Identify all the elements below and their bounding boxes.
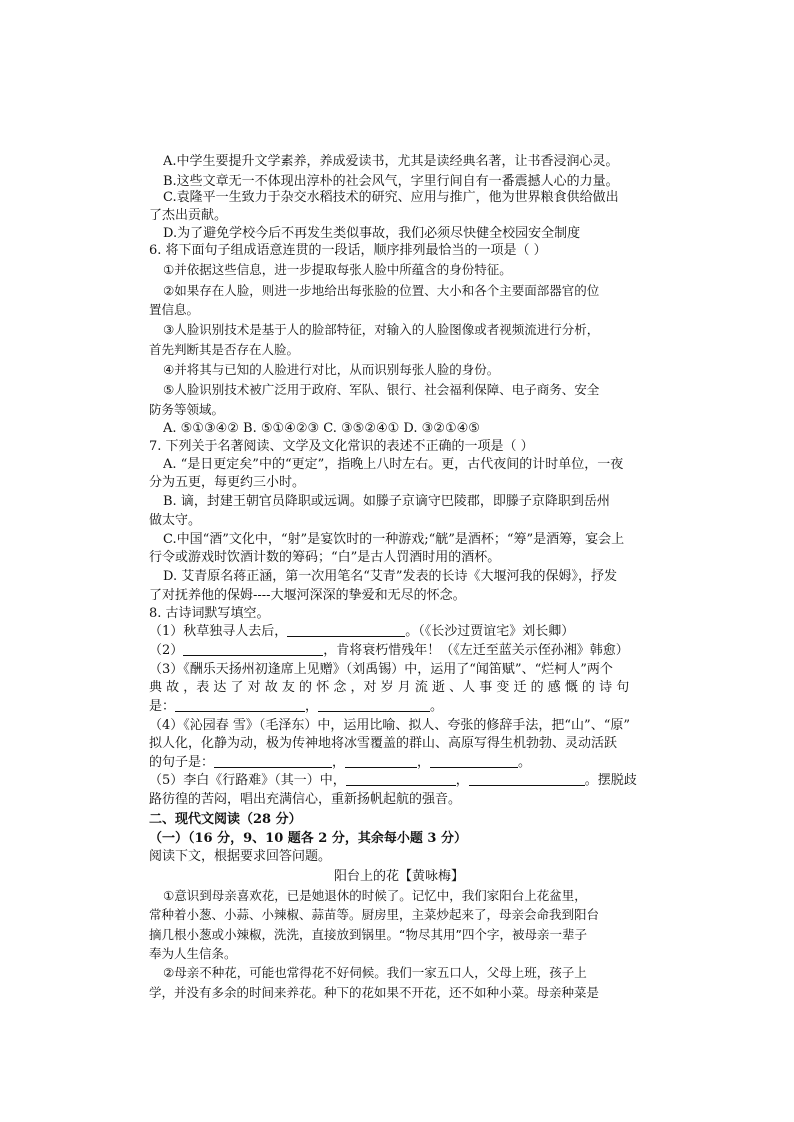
- q6-sentence-3-cont: 首先判断其是否存在人脸。: [149, 342, 300, 357]
- q7-option-c: C.中国“酒”文化中，“射”是宴饮时的一种游戏;“觥”是酒杯；“筹”是酒筹，宴会上: [163, 532, 625, 547]
- answer-blank[interactable]: [183, 641, 323, 656]
- q6-sentence-3: ③人脸识别技术是基于人的脸部特征，对输入的人脸图像或者视频流进行分析，: [163, 322, 600, 337]
- q5-option-a: A.中学生要提升文学素养，养成爱读书，尤其是读经典名著，让书香浸润心灵。: [163, 154, 619, 169]
- q8-item-5-suffix: 。摆脱歧: [584, 773, 637, 788]
- paragraph-1-line-3: 摘几根小葱或小辣椒，洗洗，直接放到锅里。“物尽其用”四个字，被母亲一辈子: [149, 927, 587, 942]
- q7-stem: 7. 下列关于名著阅读、文学及文化常识的表述不正确的一项是（ ）: [149, 439, 534, 454]
- paragraph-2: ②母亲不种花，可能也常得花不好伺候。我们一家五口人，父母上班，孩子上: [163, 965, 587, 980]
- answer-blank[interactable]: [346, 771, 456, 786]
- q8-item-1-suffix: 。（《长沙过贾谊宅》刘长卿）: [405, 624, 575, 639]
- q6-stem: 6. 将下面句子组成语意连贯的一段话，顺序排列最恰当的一项是（ ）: [149, 243, 547, 258]
- q8-item-3-label: 是：: [149, 699, 176, 714]
- answer-blank[interactable]: [318, 697, 430, 712]
- q7-option-b: B. 谪，封建王朝官员降职或远调。如滕子京谪守巴陵郡，即滕子京降职到岳州: [163, 494, 610, 509]
- q5-option-c: C.袁隆平一生致力于杂交水稻技术的研究、应用与推广，他为世界粮食供给做出: [163, 190, 619, 205]
- q5-option-c-cont: 了杰出贡献。: [149, 208, 228, 223]
- comma: ，: [455, 773, 469, 788]
- q8-item-3-cont: 典 故 ，表 达 了 对 故 友 的 怀 念 ，对 岁 月 流 逝 、人 事 变 迁 的 感 慨 的 诗 句: [149, 680, 630, 695]
- q8-item-2-prefix: （2）: [149, 643, 184, 658]
- answer-blank[interactable]: [430, 753, 518, 768]
- comma: ，: [332, 755, 346, 770]
- q7-option-b-cont: 做太守。: [149, 513, 202, 528]
- q5-option-d: D.为了避免学校今后不再发生类似事故，我们必须尽快健全校园安全制度: [163, 226, 581, 241]
- article-title: 阳台上的花【黄咏梅】: [333, 869, 464, 884]
- q8-item-4-label: 的句子是：: [149, 755, 215, 770]
- answer-blank[interactable]: [175, 697, 305, 712]
- q8-item-3-answer-line: [149, 697, 659, 717]
- paragraph-1-line-2: 常种着小葱、小蒜、小辣椒、蒜苗等。厨房里，主菜炒起来了，母亲会命我到阳台: [149, 907, 600, 922]
- q6-sentence-4: ④并将其与已知的人脸进行对比，从而识别每张人脸的身份。: [163, 362, 500, 377]
- comma: ，: [417, 755, 431, 770]
- q8-item-5: [149, 771, 659, 791]
- paragraph-2-line-2: 学，并没有多余的时间来养花。种下的花如果不开花，还不如种小菜。母亲种菜是: [149, 985, 600, 1000]
- period: 。: [518, 755, 532, 770]
- q7-option-a-cont: 分为五更，每更约三小时。: [149, 475, 306, 490]
- q6-options: A. ⑤①③④② B. ⑤①④②③ C. ③⑤②④① D. ③②①④⑤: [163, 421, 480, 436]
- reading-instruction: 阅读下文，根据要求回答问题。: [149, 849, 332, 864]
- paragraph-1: ①意识到母亲喜欢花，已是她退休的时候了。记忆中，我们家阳台上花盆里，: [163, 888, 587, 903]
- q8-item-4-answer-line: [149, 753, 659, 773]
- q6-sentence-2: ②如果存在人脸，则进一步地给出每张脸的位置、大小和各个主要面部器官的位: [163, 283, 600, 298]
- q8-stem: 8. 古诗词默写填空。: [149, 606, 270, 621]
- q7-option-d: D. 艾青原名蒋正涵，第一次用笔名“艾青”发表的长诗《大堰河我的保姆》，抒发: [163, 569, 618, 584]
- q6-sentence-1: ①并依据这些信息，进一步提取每张人脸中所蕴含的身份特征。: [163, 262, 512, 277]
- section-heading: 二、现代文阅读（28 分）: [149, 812, 302, 827]
- q8-item-2-suffix: ，肯将衰朽惜残年！（《左迁至蓝关示侄孙湘》韩愈）: [323, 643, 629, 658]
- q8-item-1-prefix: （1）秋草独寻人去后，: [149, 624, 288, 639]
- q8-item-4: （4）《沁园春 雪》（毛泽东）中，运用比喻、拟人、夸张的修辞手法，把“山”、“原”: [149, 718, 630, 733]
- q5-option-b: B.这些文章无一不体现出淳朴的社会风气，字里行间自有一番震撼人心的力量。: [163, 174, 619, 189]
- period: 。: [430, 699, 444, 714]
- paragraph-1-line-4: 奉为人生信条。: [149, 946, 237, 961]
- q8-item-5-prefix: （5）李白《行路难》（其一）中，: [149, 773, 346, 788]
- subsection-heading: （一）（16 分，9、10 题各 2 分，其余每小题 3 分）: [149, 831, 467, 846]
- answer-blank[interactable]: [345, 753, 417, 768]
- q8-item-1: [149, 622, 659, 642]
- q8-item-4-cont: 拟人化，化静为动，极为传神地将冰雪覆盖的群山、高原写得生机勃勃、灵动活跃: [149, 736, 618, 751]
- q7-option-c-cont: 行令或游戏时饮酒计数的筹码；“白”是古人罚酒时用的酒杯。: [149, 550, 501, 565]
- q8-item-5-cont: 路彷徨的苦闷，唱出充满信心，重新扬帆起航的强音。: [149, 792, 462, 807]
- q7-option-d-cont: 了对抚养他的保姆----大堰河深深的挚爱和无尽的怀念。: [149, 588, 466, 603]
- q6-sentence-5: ⑤人脸识别技术被广泛用于政府、军队、银行、社会福利保障、电子商务、安全: [163, 382, 600, 397]
- answer-blank[interactable]: [287, 622, 405, 637]
- answer-blank[interactable]: [469, 771, 585, 786]
- answer-blank[interactable]: [214, 753, 332, 768]
- q7-option-a: A. “是日更定矣”中的“更定”，指晚上八时左右。更，古代夜间的计时单位，一夜: [163, 457, 624, 472]
- q6-sentence-2-cont: 置信息。: [149, 302, 200, 317]
- q8-item-2: [149, 641, 659, 661]
- comma: ，: [305, 699, 319, 714]
- q8-item-3: （3）《酬乐天扬州初逢席上见赠》（刘禹锡）中，运用了“闻笛赋”、“烂柯人”两个: [149, 662, 613, 677]
- q6-sentence-5-cont: 防务等领域。: [149, 402, 225, 417]
